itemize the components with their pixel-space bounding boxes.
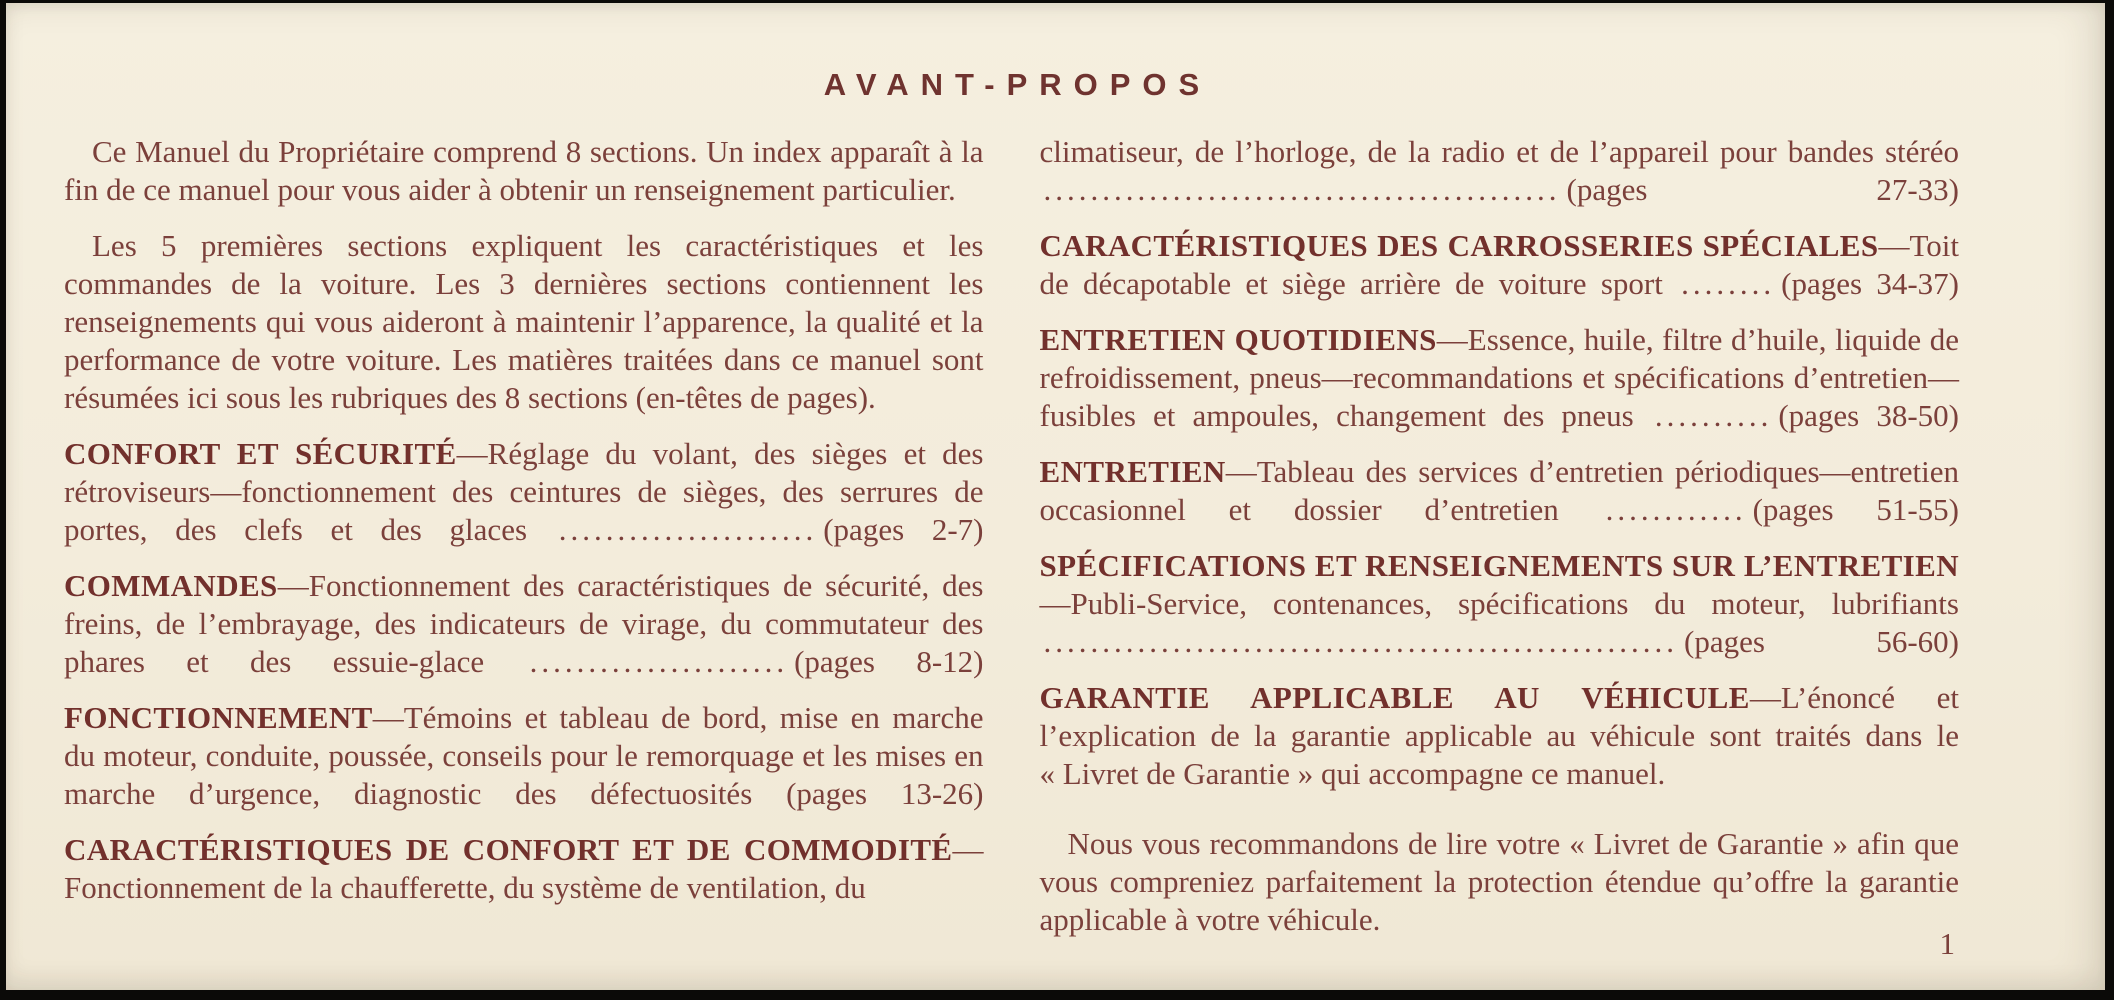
page-content: [6, 3, 2105, 957]
toc-entry-heading: CARACTÉRISTIQUES DE CONFORT ET DE COMMODITÉ: [64, 832, 953, 867]
right-column: [1040, 133, 1960, 957]
toc-entry-heading: GARANTIE APPLICABLE AU VÉHICULE: [1039, 680, 1750, 715]
toc-entry-pages: (pages 51-55): [1752, 492, 1959, 527]
toc-entry-heading: CONFORT ET SÉCURITÉ: [64, 436, 457, 471]
toc-entry-heading: CARACTÉRISTIQUES DES CARROSSERIES SPÉCIALES: [1039, 228, 1879, 263]
toc-entry-dash: —: [952, 832, 984, 867]
two-column-layout: [64, 133, 1959, 957]
toc-entry-leader-dots: ......................: [558, 512, 818, 547]
toc-entry-pages: (pages 34-37): [1781, 266, 1959, 301]
toc-entry-leader-dots: ......................................................: [1043, 624, 1678, 659]
toc-entry-dash: —: [277, 568, 309, 603]
toc-entry-pages: (pages 56-60): [1684, 624, 1959, 659]
toc-entry-leader-dots: ......................: [529, 644, 789, 679]
toc-entry-description: Fonctionnement des caractéristiques de sécurité, des freins, de l’embrayage, des indicateurs de virage, du commutateur des phares et des essuie-glace: [64, 568, 984, 679]
toc-entry-description: climatiseur, de l’horloge, de la radio et de l’appareil pour bandes stéréo: [1039, 134, 1959, 169]
left-column: [64, 133, 984, 957]
toc-entry-dash: —: [1749, 680, 1781, 715]
toc-entry-heading: ENTRETIEN QUOTIDIENS: [1039, 322, 1437, 357]
body-paragraph: Ce Manuel du Propriétaire comprend 8 sections. Un index apparaît à la fin de ce manuel pour vous aider à obtenir un renseignement particulier.: [64, 134, 984, 207]
toc-entry-description: Publi-Service, contenances, spécifications du moteur, lubrifiants: [1070, 586, 1959, 621]
body-paragraph: Nous vous recommandons de lire votre « Livret de Garantie » afin que vous compreniez parfaitement la protection étendue qu’offre la garantie applicable à votre véhicule.: [1039, 826, 1959, 937]
toc-entry-dash: —: [1039, 586, 1071, 621]
toc-entry-leader-dots: ........: [1681, 266, 1776, 301]
toc-entry-heading: FONCTIONNEMENT: [64, 700, 373, 735]
toc-entry: [64, 831, 984, 907]
toc-entry: [64, 699, 984, 813]
toc-entry-dash: —: [1878, 228, 1910, 263]
toc-entry: [1040, 547, 1960, 661]
toc-entry: [1040, 133, 1960, 209]
toc-entry: [1040, 679, 1960, 793]
toc-entry-dash: —: [456, 436, 488, 471]
toc-entry-dash: —: [1436, 322, 1468, 357]
toc-entry-dash: —: [1225, 454, 1257, 489]
toc-entry-dash: —: [372, 700, 404, 735]
toc-entry-description: Tableau des services d’entretien périodiques—entretien occasionnel et dossier d’entretien: [1039, 454, 1959, 527]
toc-entry-description: Réglage du volant, des sièges et des rétroviseurs—fonctionnement des ceintures de sièges, des serrures de portes, des clefs et des glaces: [64, 436, 984, 547]
toc-entry-description: Essence, huile, filtre d’huile, liquide de refroidissement, pneus—recommandations et spécifications d’entretien—fusibles et ampoules, changement des pneus: [1039, 322, 1959, 433]
toc-entry-heading: ENTRETIEN: [1039, 454, 1226, 489]
toc-entry-description: Toit de décapotable et siège arrière de voiture sport: [1039, 228, 1959, 301]
toc-entry-pages: (pages 38-50): [1778, 398, 1959, 433]
toc-entry-leader-dots: ..........: [1654, 398, 1773, 433]
toc-entry: [64, 435, 984, 549]
body-paragraph: Les 5 premières sections expliquent les caractéristiques et les commandes de la voiture. Les 3 dernières sections contiennent les renseignements qui vous aideront à maintenir l’apparence, la qualité et la performance de votre voiture. Les matières traitées dans ce manuel sont résumées ici sous les rubriques des 8 sections (en-têtes de pages).: [64, 228, 984, 415]
toc-entry: [1040, 453, 1960, 529]
manual-page: [6, 3, 2105, 990]
toc-entry-description: L’énoncé et l’explication de la garantie applicable au véhicule sont traités dans le « Livret de Garantie » qui accompagne ce manuel.: [1039, 680, 1959, 791]
page-title: AVANT-PROPOS: [823, 67, 1212, 102]
toc-entry-description: Témoins et tableau de bord, mise en marche du moteur, conduite, poussée, conseils pour le remorquage et les mises en marche d’urgence, diagnostic des défectuosités: [64, 700, 984, 811]
toc-entry-description: Fonctionnement de la chaufferette, du système de ventilation, du: [64, 870, 866, 905]
toc-entry-leader-dots: ............: [1605, 492, 1747, 527]
toc-entry-heading: SPÉCIFICATIONS ET RENSEIGNEMENTS SUR L’ENTRETIEN: [1039, 548, 1959, 583]
toc-entry: [1040, 227, 1960, 303]
toc-entry-heading: COMMANDES: [64, 568, 278, 603]
toc-entry: [64, 567, 984, 681]
toc-entry-pages: (pages 8-12): [794, 644, 984, 679]
toc-entry-pages: (pages 13-26): [752, 776, 984, 811]
toc-entry: [1040, 321, 1960, 435]
toc-entry-pages: (pages 2-7): [823, 512, 984, 547]
toc-entry-pages: (pages 27-33): [1566, 172, 1959, 207]
page-number: 1: [1939, 926, 1955, 961]
toc-entry-leader-dots: ............................................: [1043, 172, 1561, 207]
